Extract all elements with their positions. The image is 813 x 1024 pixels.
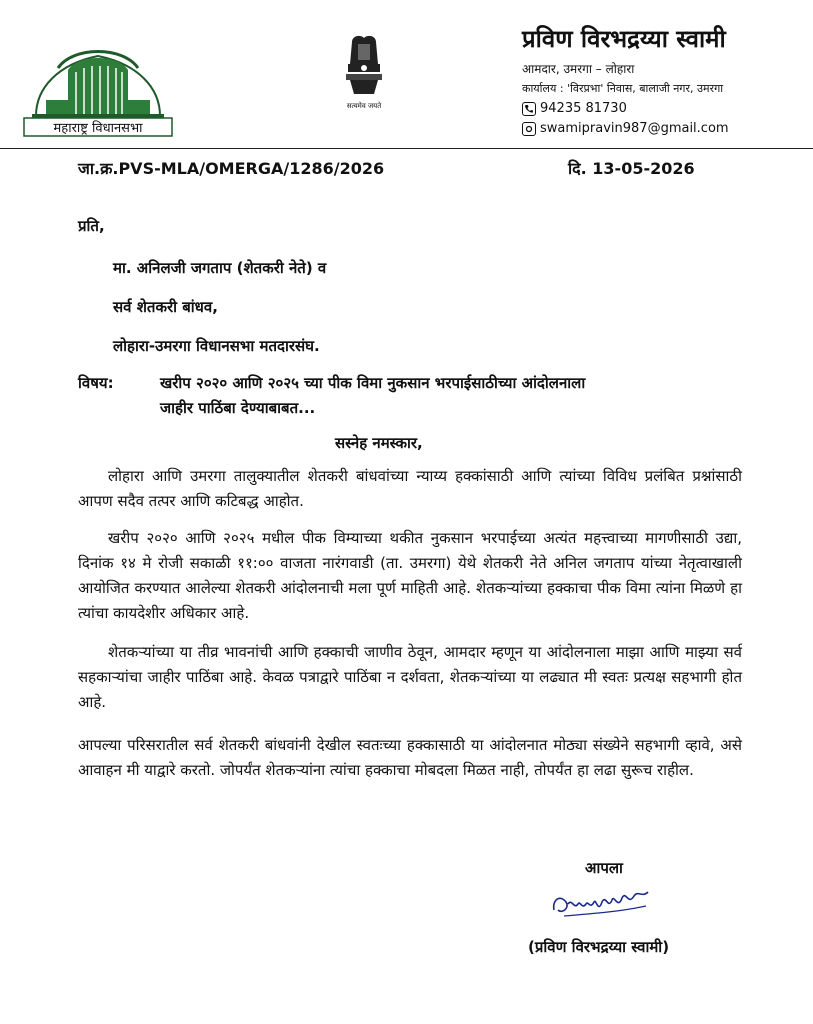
- recipient-line-1: मा. अनिलजी जगताप (शेतकरी नेते) व: [113, 259, 327, 277]
- signature: [548, 880, 658, 924]
- phone-number: 94235 81730: [540, 101, 627, 116]
- emblem-motto: सत्यमेव जयते: [346, 102, 382, 110]
- phone-row: [522, 101, 627, 116]
- paragraph-4: आपल्या परिसरातील सर्व शेतकरी बांधवांनी देखील स्वतःच्या हक्कासाठी या आंदोलनात मोठ्या संख्येने सहभागी व्हावे, असे आवाहन मी याद्वारे करतो. जोपर्यंत शेतकऱ्यांना त्यांचा हक्काचा मोबदला मिळत नाही, तोपर्यंत हा लढा सुरूच राहील.: [78, 736, 742, 779]
- signatory-name: (प्रविण विरभद्रय्या स्वामी): [528, 938, 670, 956]
- reference-number: जा.क्र.PVS-MLA/OMERGA/1286/2026: [78, 159, 385, 178]
- assembly-label: महाराष्ट्र विधानसभा: [53, 121, 143, 136]
- greeting: सस्नेह नमस्कार,: [335, 434, 423, 452]
- ashoka-emblem-icon: [338, 34, 390, 108]
- paragraph-1: लोहारा आणि उमरगा तालुक्यातील शेतकरी बांधवांच्या न्याय्य हक्कांसाठी आणि त्यांच्या विविध प्रलंबित प्रश्नांसाठी आपण सदैव तत्पर आणि कटिबद्ध आहोत.: [78, 467, 742, 510]
- header-divider: [0, 148, 813, 149]
- mla-name: प्रविण विरभद्रय्या स्वामी: [522, 25, 726, 53]
- subject-line-2: जाहीर पाठिंबा देण्याबाबत...: [160, 399, 316, 417]
- email-address: swamipravin987@gmail.com: [540, 121, 729, 136]
- closing-yours: आपला: [585, 859, 623, 877]
- subject-line-1: खरीप २०२० आणि २०२५ च्या पीक विमा नुकसान भरपाईसाठीच्या आंदोलनाला: [160, 374, 586, 392]
- mla-designation: आमदार, उमरगा – लोहारा: [522, 62, 635, 76]
- camera-icon: [522, 122, 536, 136]
- paragraph-3: शेतकऱ्यांच्या या तीव्र भावनांची आणि हक्काची जाणीव ठेवून, आमदार म्हणून या आंदोलनाला माझा आणि माझ्या सर्व सहकाऱ्यांचा जाहीर पाठिंबा आहे. केवळ पत्राद्वारे पाठिंबा न दर्शवता, शेतकऱ्यांच्या या लढ्यात मी स्वतः प्रत्यक्ष सहभागी होत आहे.: [78, 643, 742, 711]
- subject-label: विषय:: [78, 374, 114, 392]
- letter-date: दि. 13-05-2026: [568, 159, 695, 178]
- office-address: कार्यालय : 'विरप्रभा' निवास, बालाजी नगर, उमरगा: [522, 82, 724, 95]
- paragraph-2: खरीप २०२० आणि २०२५ मधील पीक विम्याच्या थकीत नुकसान भरपाईच्या अत्यंत महत्त्वाच्या मागणीसाठी उद्या, दिनांक १४ मे रोजी सकाळी ११:०० वाजता नारंगवाडी (ता. उमरगा) येथे शेतकरी नेते अनिल जगताप यांच्या नेतृत्वाखाली आयोजित करण्यात आलेल्या शेतकरी आंदोलनाची मला पूर्ण माहिती आहे. शेतकऱ्यांच्या हक्काचा पीक विमा त्यांना मिळणे हा त्यांचा कायदेशीर अधिकार आहे.: [78, 529, 742, 622]
- recipient-line-2: सर्व शेतकरी बांधव,: [113, 298, 218, 316]
- phone-icon: [522, 102, 536, 116]
- recipient-line-3: लोहारा-उमरगा विधानसभा मतदारसंघ.: [113, 337, 320, 355]
- recipient-prati: प्रति,: [78, 217, 105, 235]
- email-row: [522, 121, 729, 136]
- vidhansabha-logo: [18, 28, 178, 140]
